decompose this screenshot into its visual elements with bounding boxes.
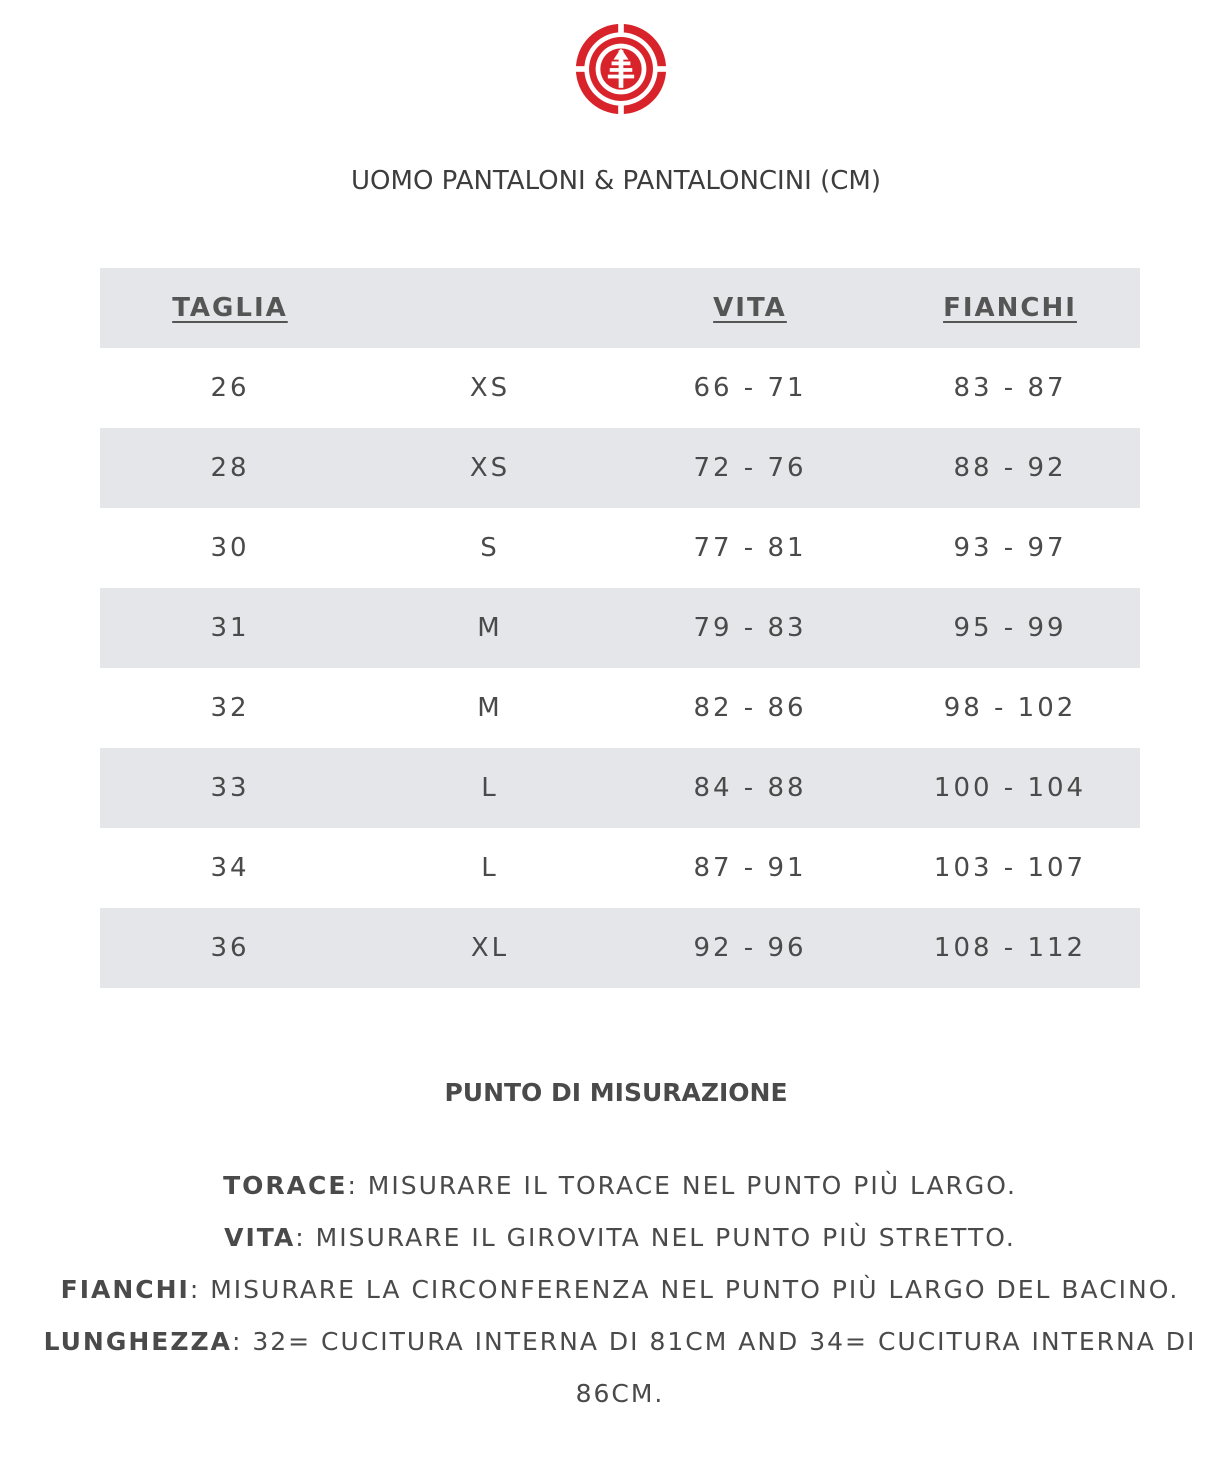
- cell-vita: 92 - 96: [620, 908, 880, 988]
- note-vita: [20, 1212, 1220, 1264]
- cell-size-letter: L: [360, 748, 620, 828]
- note-text: : MISURARE IL TORACE NEL PUNTO PIÙ LARGO.: [347, 1171, 1017, 1200]
- size-table: [100, 268, 1140, 988]
- cell-fianchi: 88 - 92: [880, 428, 1140, 508]
- cell-taglia: 31: [100, 588, 360, 668]
- measurement-section-title: PUNTO DI MISURAZIONE: [444, 1078, 788, 1107]
- cell-taglia: 36: [100, 908, 360, 988]
- column-header-fianchi: FIANCHI: [880, 268, 1140, 348]
- cell-fianchi: 100 - 104: [880, 748, 1140, 828]
- note-label: VITA: [224, 1223, 296, 1252]
- cell-size-letter: M: [360, 588, 620, 668]
- cell-size-letter: XS: [360, 348, 620, 428]
- cell-fianchi: 95 - 99: [880, 588, 1140, 668]
- cell-size-letter: XL: [360, 908, 620, 988]
- table-row: [100, 748, 1140, 828]
- table-row: [100, 588, 1140, 668]
- cell-size-letter: L: [360, 828, 620, 908]
- column-header-taglia: TAGLIA: [100, 268, 360, 348]
- cell-taglia: 26: [100, 348, 360, 428]
- cell-fianchi: 83 - 87: [880, 348, 1140, 428]
- cell-taglia: 33: [100, 748, 360, 828]
- cell-taglia: 28: [100, 428, 360, 508]
- cell-taglia: 32: [100, 668, 360, 748]
- note-torace: [20, 1160, 1220, 1212]
- cell-size-letter: XS: [360, 428, 620, 508]
- cell-vita: 72 - 76: [620, 428, 880, 508]
- cell-vita: 84 - 88: [620, 748, 880, 828]
- note-label: TORACE: [223, 1171, 348, 1200]
- cell-fianchi: 98 - 102: [880, 668, 1140, 748]
- table-row: [100, 828, 1140, 908]
- measurement-notes: [20, 1160, 1220, 1420]
- cell-vita: 66 - 71: [620, 348, 880, 428]
- element-logo-icon: [574, 22, 668, 116]
- cell-vita: 77 - 81: [620, 508, 880, 588]
- cell-taglia: 34: [100, 828, 360, 908]
- table-row: [100, 668, 1140, 748]
- cell-size-letter: M: [360, 668, 620, 748]
- column-header-size-letter: [360, 268, 620, 348]
- cell-fianchi: 103 - 107: [880, 828, 1140, 908]
- page-title: UOMO PANTALONI & PANTALONCINI (CM): [351, 166, 881, 196]
- cell-size-letter: S: [360, 508, 620, 588]
- cell-fianchi: 93 - 97: [880, 508, 1140, 588]
- cell-taglia: 30: [100, 508, 360, 588]
- table-row: [100, 908, 1140, 988]
- note-text: : MISURARE IL GIROVITA NEL PUNTO PIÙ STRETTO.: [295, 1223, 1016, 1252]
- cell-vita: 87 - 91: [620, 828, 880, 908]
- table-row: [100, 348, 1140, 428]
- table-header-row: [100, 268, 1140, 348]
- cell-fianchi: 108 - 112: [880, 908, 1140, 988]
- note-lunghezza: [20, 1316, 1220, 1420]
- note-label: LUNGHEZZA: [43, 1327, 232, 1356]
- note-text: : MISURARE LA CIRCONFERENZA NEL PUNTO PIÙ LARGO DEL BACINO.: [189, 1275, 1180, 1304]
- table-row: [100, 428, 1140, 508]
- note-text: : 32= CUCITURA INTERNA DI 81CM AND 34= CUCITURA INTERNA DI 86CM.: [231, 1327, 1197, 1408]
- cell-vita: 79 - 83: [620, 588, 880, 668]
- note-label: FIANCHI: [60, 1275, 190, 1304]
- note-fianchi: [20, 1264, 1220, 1316]
- table-row: [100, 508, 1140, 588]
- column-header-vita: VITA: [620, 268, 880, 348]
- cell-vita: 82 - 86: [620, 668, 880, 748]
